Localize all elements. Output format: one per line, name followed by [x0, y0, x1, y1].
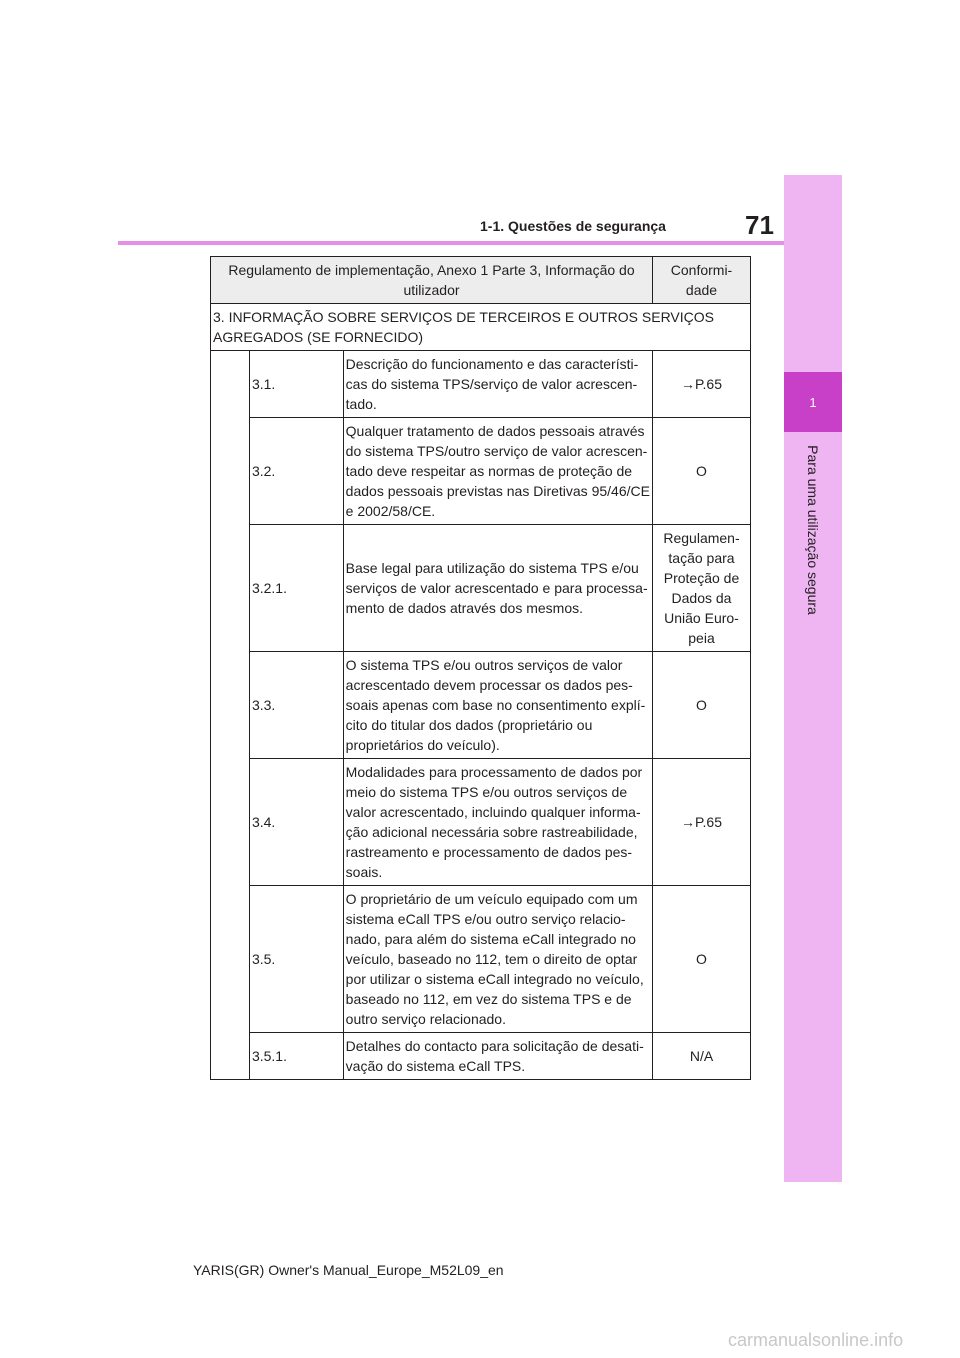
table-row	[211, 1033, 751, 1080]
chapter-side-tab	[784, 175, 842, 1182]
table-row	[211, 525, 751, 652]
row-description: Base legal para utilização do sistema TPS e/ou serviços de valor acrescentado e para processa- mento de dados através dos mesmos.	[343, 525, 652, 652]
table-row	[211, 351, 751, 418]
table-header-row	[211, 257, 751, 304]
page-number: 71	[745, 210, 774, 240]
watermark: carmanualsonline.info	[728, 1330, 904, 1350]
row-number: 3.3.	[249, 652, 343, 759]
row-conformity: N/A	[653, 1033, 751, 1080]
header-rule	[118, 241, 784, 245]
row-number: 3.5.	[249, 886, 343, 1033]
row-description: Modalidades para processamento de dados por meio do sistema TPS e/ou outros serviços de valor acrescentado, incluindo qualquer informa- ção adicional necessária sobre rastreabilidade, rastreamento e processamento de dados pes- soais.	[343, 759, 652, 886]
row-number: 3.4.	[249, 759, 343, 886]
table-header-regulation: Regulamento de implementação, Anexo 1 Parte 3, Informação do utilizador	[211, 257, 653, 304]
row-conformity: O	[653, 652, 751, 759]
row-conformity: →P.65	[653, 351, 751, 418]
row-description: O sistema TPS e/ou outros serviços de valor acrescentado devem processar os dados pes- soais apenas com base no consentimento explí- cito do titular dos dados (proprietário ou proprietários do veículo).	[343, 652, 652, 759]
row-conformity: O	[653, 418, 751, 525]
regulation-table	[210, 256, 751, 1080]
section-title: 3. INFORMAÇÃO SOBRE SERVIÇOS DE TERCEIROS E OUTROS SERVIÇOS AGREGADOS (SE FORNECIDO)	[211, 304, 751, 351]
row-description: Qualquer tratamento de dados pessoais através do sistema TPS/outro serviço de valor acrescen- tado deve respeitar as normas de proteção de dados pessoais previstas nas Diretivas 95/46/CE e 2002/58/CE.	[343, 418, 652, 525]
table-row	[211, 418, 751, 525]
chapter-side-label: Para uma utilização segura	[805, 445, 821, 615]
section-heading: 1-1. Questões de segurança	[480, 218, 666, 234]
chapter-number-badge: 1	[784, 372, 842, 432]
indent-cell	[211, 351, 250, 1080]
manual-footer: YARIS(GR) Owner's Manual_Europe_M52L09_en	[193, 1262, 504, 1278]
row-number: 3.2.1.	[249, 525, 343, 652]
table-row	[211, 652, 751, 759]
row-conformity: O	[653, 886, 751, 1033]
row-conformity: →P.65	[653, 759, 751, 886]
row-description: Detalhes do contacto para solicitação de desati- vação do sistema eCall TPS.	[343, 1033, 652, 1080]
row-number: 3.1.	[249, 351, 343, 418]
row-number: 3.5.1.	[249, 1033, 343, 1080]
table-row	[211, 759, 751, 886]
row-description: Descrição do funcionamento e das característi- cas do sistema TPS/serviço de valor acrescen- tado.	[343, 351, 652, 418]
row-number: 3.2.	[249, 418, 343, 525]
table-section-row	[211, 304, 751, 351]
table-header-conformity: Conformi- dade	[653, 257, 751, 304]
row-conformity: Regulamen- tação para Proteção de Dados da União Euro- peia	[653, 525, 751, 652]
table-row	[211, 886, 751, 1033]
row-description: O proprietário de um veículo equipado com um sistema eCall TPS e/ou outro serviço relacio- nado, para além do sistema eCall integrado no veículo, baseado no 112, tem o direito de optar por utilizar o sistema eCall integrado no veículo, baseado no 112, em vez do sistema TPS e de outro serviço relacionado.	[343, 886, 652, 1033]
